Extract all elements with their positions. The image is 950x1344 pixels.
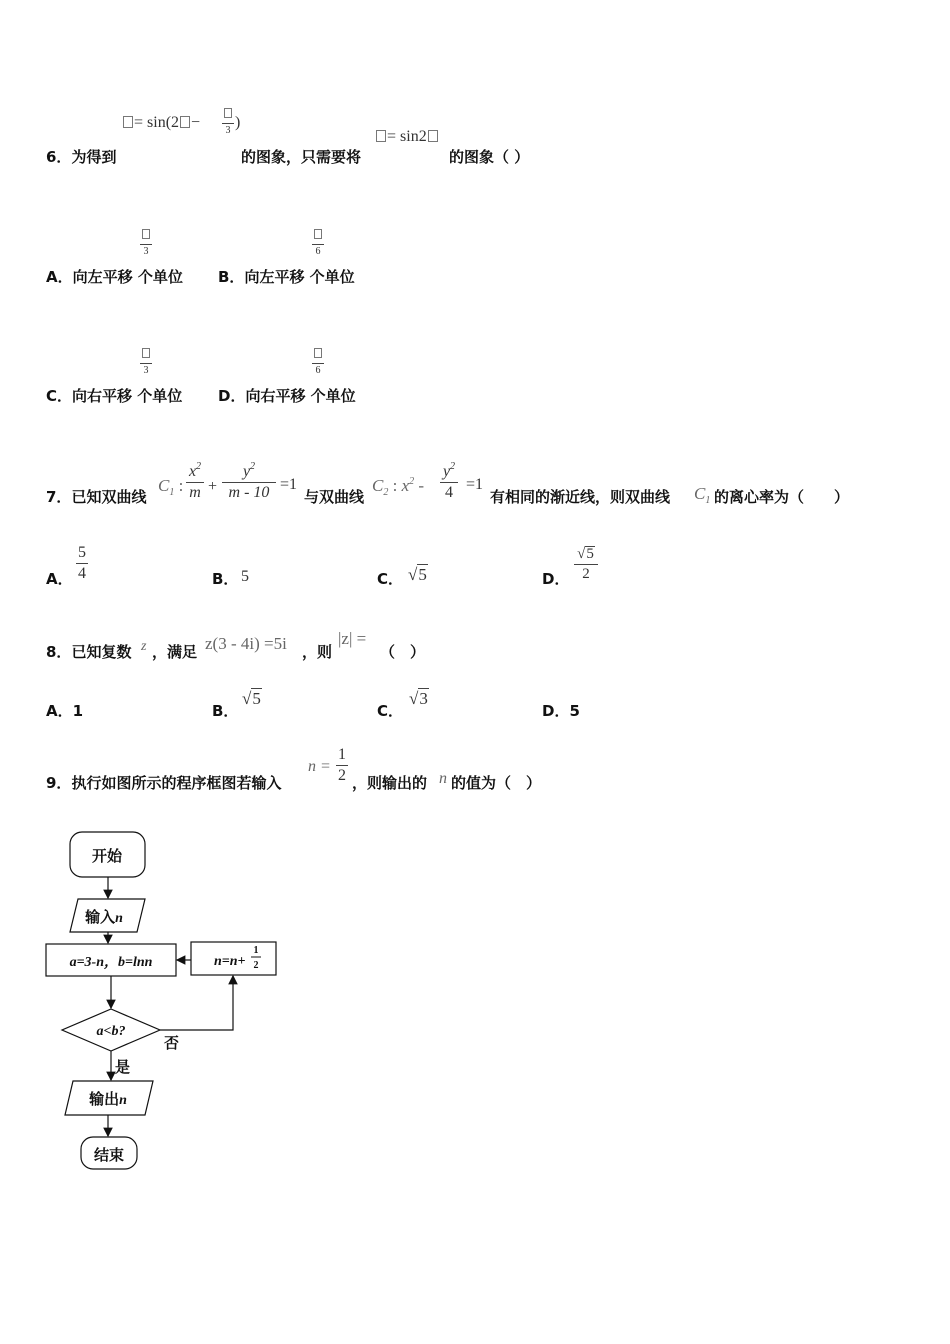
q9-stem-start: 9．执行如图所示的程序框图若输入: [46, 774, 282, 792]
question-number: 9．: [46, 774, 72, 792]
q8-option-d[interactable]: D．5: [542, 702, 580, 720]
q8-option-b-label[interactable]: B．: [212, 702, 239, 720]
flowchart-yes-label: 是: [115, 1058, 131, 1076]
q6-option-c-fraction: 3: [140, 348, 152, 376]
q7-stem-start: 7．已知双曲线: [46, 488, 147, 506]
q9-stem-middle: ，则输出的: [352, 774, 428, 792]
q6-stem-end: 的图象（ ）: [449, 148, 530, 166]
q8-equation: z(3 - 4i) =5i: [205, 634, 287, 653]
q6-option-b-fraction: 6: [312, 229, 324, 257]
q7-eq1-frac-x: $x^2$ m: [186, 462, 204, 501]
flowchart-no-label: 否: [164, 1034, 180, 1052]
q6-stem: 6．为得到: [46, 148, 117, 166]
q9-fraction: 1 2: [338, 746, 346, 784]
question-number: 6．: [46, 148, 72, 166]
q7-option-b-value: 5: [241, 568, 249, 585]
q6-option-a[interactable]: A．向左平移 个单位: [46, 268, 183, 286]
q6-option-a-fraction: 3: [140, 229, 152, 257]
q6-target-formula-fraction: 3: [222, 108, 234, 136]
q6-option-d[interactable]: D．向右平移 个单位: [218, 387, 356, 405]
q8-option-a[interactable]: A．1: [46, 702, 84, 720]
placeholder-glyph: [428, 130, 438, 142]
flowchart-end-label: 结束: [93, 1146, 125, 1164]
q7-eq1-frac-y: $y^2$ m - 10: [222, 462, 276, 501]
q7-eq1-rhs: =1: [280, 476, 298, 493]
q7-option-a-label[interactable]: A．: [46, 570, 73, 588]
q6-source-formula: = sin2: [375, 128, 439, 146]
q6-target-formula: = sin(2 −: [122, 114, 200, 132]
q7-option-d-label[interactable]: D．: [542, 570, 570, 588]
flowchart-condition-label: a<b?: [96, 1024, 126, 1039]
q7-eq1-plus: +: [208, 478, 218, 495]
q9-n-eq: n =: [308, 758, 331, 775]
placeholder-glyph: [123, 116, 133, 128]
q8-stem-then: ，则: [302, 643, 333, 661]
flowchart-update-label: n=n+: [214, 954, 246, 969]
flowchart-start-label: 开始: [91, 847, 123, 865]
q9-stem-end: 的值为（ ）: [451, 774, 542, 792]
placeholder-glyph: [376, 130, 386, 142]
q7-option-d-fraction: √5 2: [574, 546, 598, 582]
q7-c1-symbol-again: $C_1$: [694, 484, 711, 506]
q8-stem-middle: ，满足: [152, 643, 198, 661]
placeholder-glyph: [180, 116, 190, 128]
q7-stem-end: 有相同的渐近线，则双曲线: [490, 488, 671, 506]
q8-option-c-sqrt: √3: [409, 689, 428, 708]
flowchart-input-label: 输入n: [85, 908, 123, 926]
q8-option-b-sqrt: √5: [242, 689, 261, 708]
q7-stem-middle: 与双曲线: [304, 488, 365, 506]
question-number: 8．: [46, 643, 72, 661]
flowchart: [0, 820, 300, 1180]
q7-c2-symbol: $C_2$ : $x^2$ -: [372, 476, 425, 498]
flowchart-update-den: 2: [253, 960, 259, 971]
q9-var-n: n: [439, 770, 447, 787]
q7-c1-symbol: $C_1$ :: [158, 476, 184, 498]
q7-eq2-rhs: =1: [466, 476, 484, 493]
q6-option-d-fraction: 6: [312, 348, 324, 376]
q7-option-c-sqrt: √5: [408, 565, 427, 584]
q8-stem-start: 8．已知复数: [46, 643, 132, 661]
flowchart-update-num: 1: [253, 945, 259, 956]
q7-option-a-fraction: 5 4: [78, 544, 86, 582]
question-number: 7．: [46, 488, 72, 506]
q6-option-c[interactable]: C．向右平移 个单位: [46, 387, 183, 405]
q8-var-z: z: [141, 639, 147, 654]
q8-stem-end: （ ）: [380, 643, 426, 661]
flowchart-assign-label: a=3-n，b=lnn: [69, 955, 153, 970]
q8-abs-z: |z| =: [338, 629, 367, 648]
q7-option-b-label[interactable]: B．: [212, 570, 239, 588]
q6-target-formula-close: ): [235, 114, 241, 131]
q7-eq2-frac-y: $y^2$ 4: [440, 462, 458, 501]
q7-option-c-label[interactable]: C．: [377, 570, 404, 588]
q6-stem-middle: 的图象，只需要将: [241, 148, 362, 166]
q8-option-c-label[interactable]: C．: [377, 702, 404, 720]
q7-stem-tail: 的离心率为（ ）: [714, 488, 850, 506]
q6-option-b[interactable]: B．向左平移 个单位: [218, 268, 355, 286]
flowchart-output-label: 输出n: [89, 1090, 127, 1108]
